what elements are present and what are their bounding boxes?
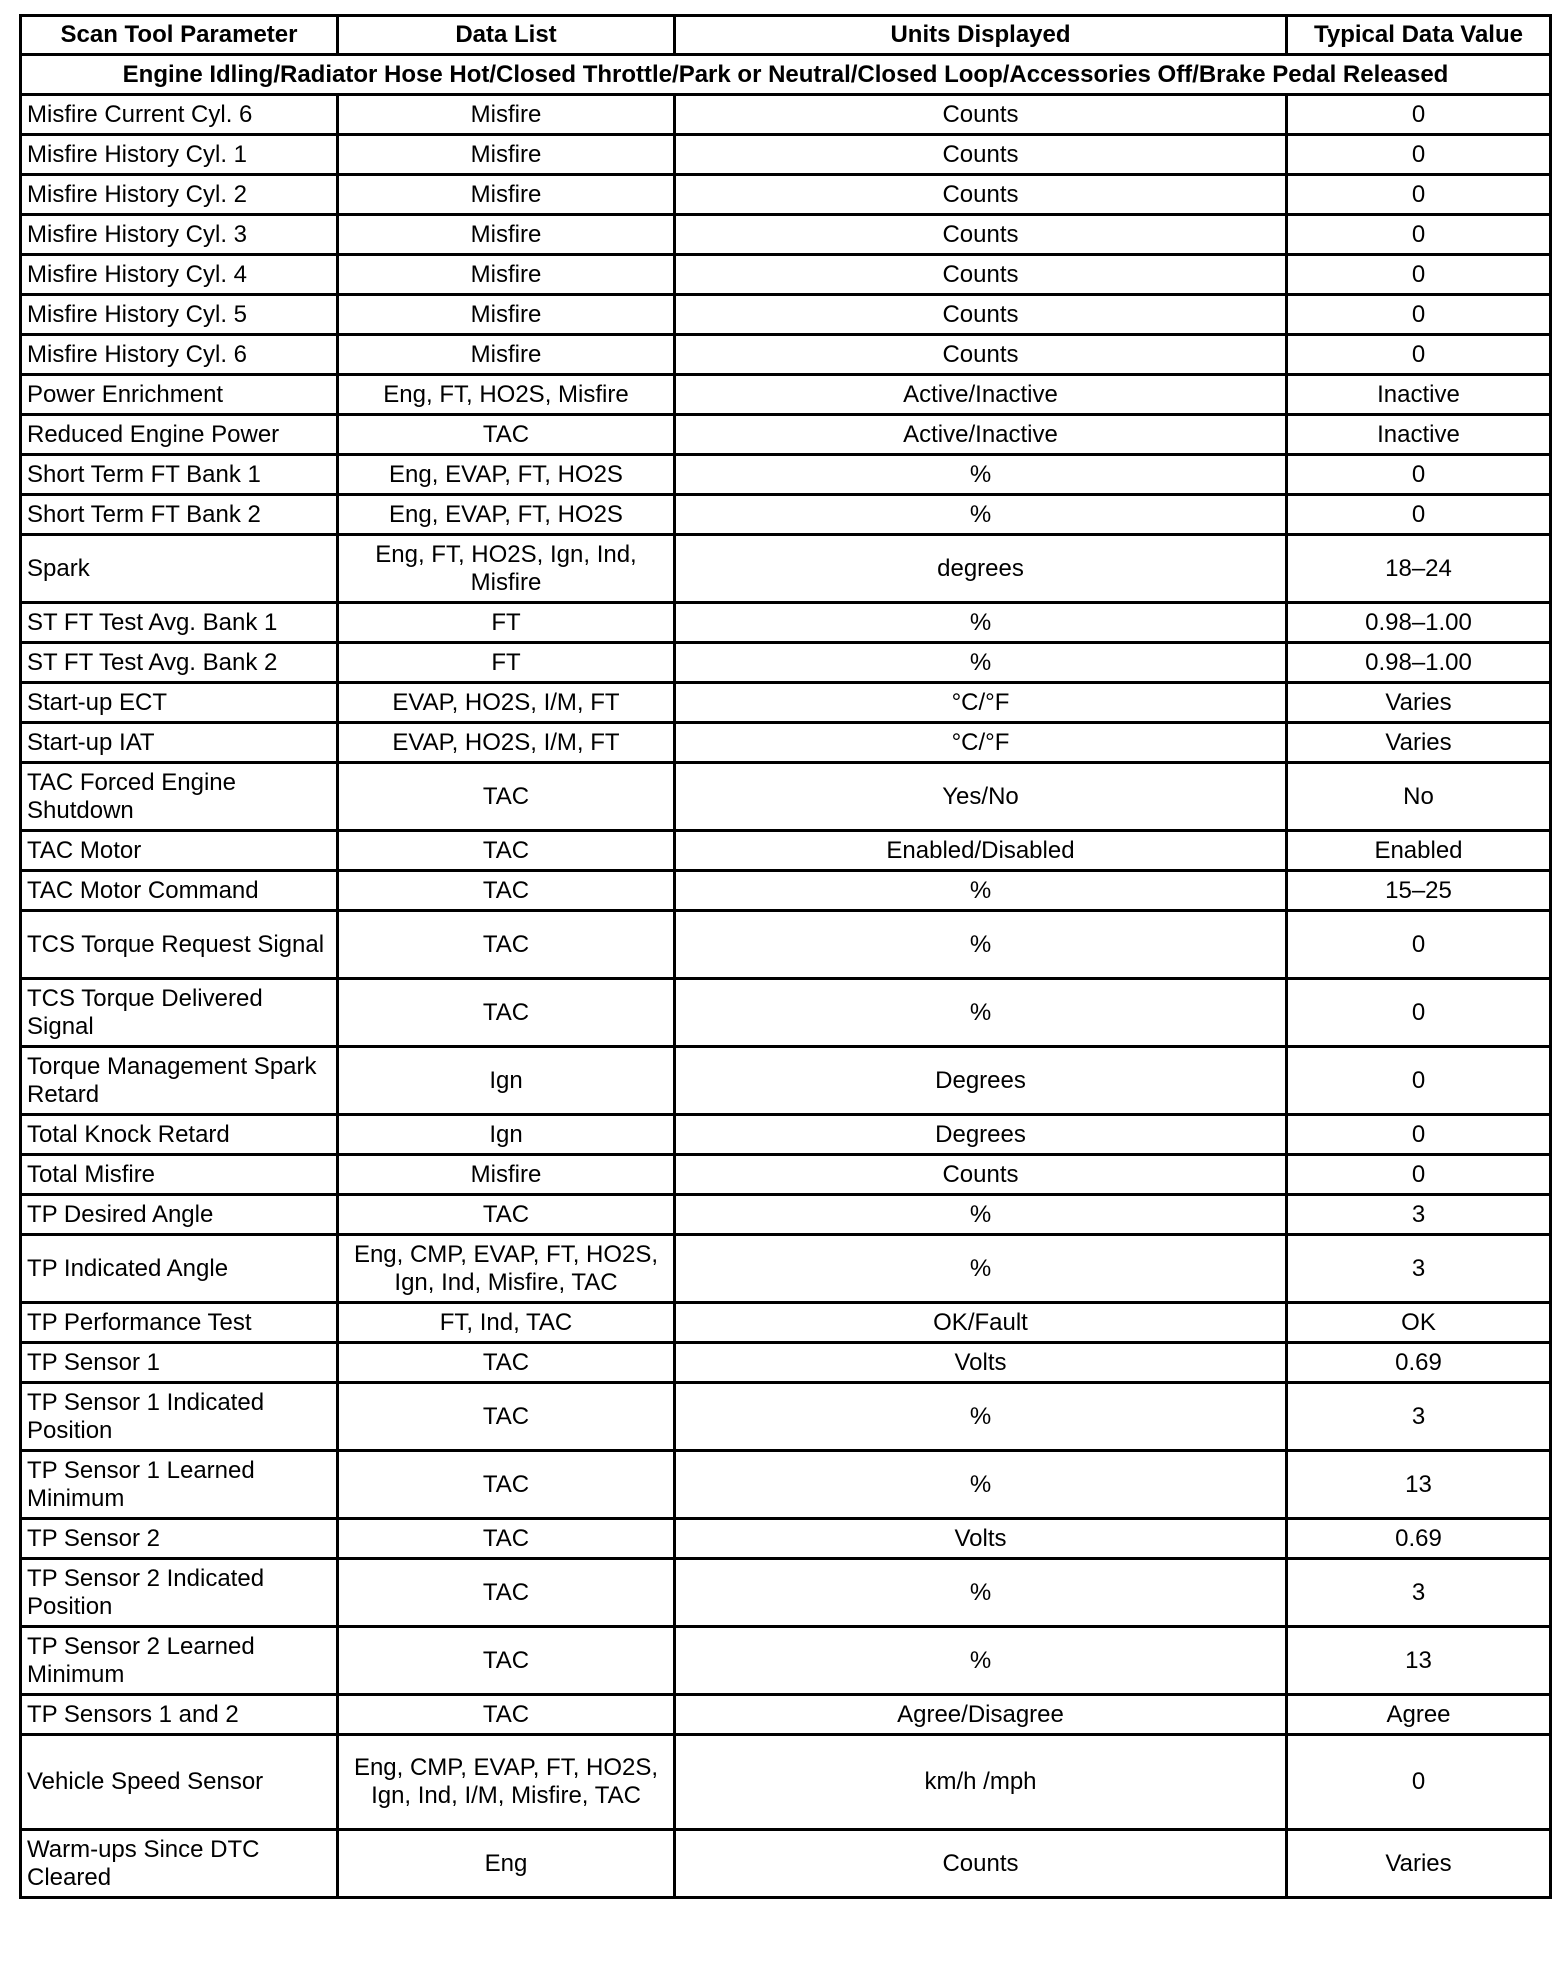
data-list-cell: TAC (338, 831, 675, 871)
data-list-cell: Misfire (338, 95, 675, 135)
table-row (21, 603, 1551, 643)
units-cell: % (675, 495, 1287, 535)
typical-value-cell: No (1287, 763, 1551, 831)
parameter-cell: Misfire History Cyl. 6 (21, 335, 338, 375)
table-row (21, 375, 1551, 415)
typical-value-cell: 3 (1287, 1235, 1551, 1303)
units-cell: OK/Fault (675, 1303, 1287, 1343)
table-row (21, 1195, 1551, 1235)
table-row (21, 535, 1551, 603)
data-list-cell: TAC (338, 1195, 675, 1235)
data-list-cell: TAC (338, 763, 675, 831)
typical-value-cell: Inactive (1287, 415, 1551, 455)
table-row (21, 455, 1551, 495)
table-row (21, 495, 1551, 535)
typical-value-cell: 0 (1287, 979, 1551, 1047)
data-list-cell: Eng, FT, HO2S, Misfire (338, 375, 675, 415)
parameter-cell: Torque Management Spark Retard (21, 1047, 338, 1115)
data-list-cell: Ign (338, 1115, 675, 1155)
data-list-cell: TAC (338, 1383, 675, 1451)
parameter-cell: TP Performance Test (21, 1303, 338, 1343)
typical-value-cell: 0 (1287, 1735, 1551, 1830)
units-cell: Agree/Disagree (675, 1695, 1287, 1735)
data-list-cell: Eng, EVAP, FT, HO2S (338, 455, 675, 495)
units-cell: Active/Inactive (675, 375, 1287, 415)
units-cell: Counts (675, 255, 1287, 295)
table-row (21, 683, 1551, 723)
data-list-cell: TAC (338, 979, 675, 1047)
data-list-cell: TAC (338, 1519, 675, 1559)
data-list-cell: Misfire (338, 255, 675, 295)
data-list-cell: TAC (338, 1627, 675, 1695)
units-cell: % (675, 455, 1287, 495)
typical-value-cell: 0 (1287, 1155, 1551, 1195)
table-row (21, 1451, 1551, 1519)
table-row (21, 335, 1551, 375)
units-cell: Volts (675, 1519, 1287, 1559)
table-row (21, 295, 1551, 335)
parameter-cell: TP Sensor 1 Indicated Position (21, 1383, 338, 1451)
data-list-cell: FT, Ind, TAC (338, 1303, 675, 1343)
data-list-cell: Eng, CMP, EVAP, FT, HO2S, Ign, Ind, Misfire, TAC (338, 1235, 675, 1303)
units-cell: Counts (675, 95, 1287, 135)
table-row (21, 979, 1551, 1047)
units-cell: Counts (675, 335, 1287, 375)
units-cell: % (675, 1235, 1287, 1303)
units-cell: Counts (675, 175, 1287, 215)
typical-value-cell: 0 (1287, 295, 1551, 335)
parameter-cell: Warm-ups Since DTC Cleared (21, 1830, 338, 1898)
parameter-cell: TP Sensor 2 Indicated Position (21, 1559, 338, 1627)
table-row (21, 1830, 1551, 1898)
units-cell: % (675, 1383, 1287, 1451)
typical-value-cell: 0 (1287, 1047, 1551, 1115)
typical-value-cell: Inactive (1287, 375, 1551, 415)
table-row (21, 215, 1551, 255)
units-cell: Volts (675, 1343, 1287, 1383)
table-row (21, 1735, 1551, 1830)
table-row (21, 1559, 1551, 1627)
table-row (21, 911, 1551, 979)
table-row (21, 871, 1551, 911)
table-row (21, 1155, 1551, 1195)
units-cell: % (675, 911, 1287, 979)
table-row (21, 1383, 1551, 1451)
typical-value-cell: Varies (1287, 1830, 1551, 1898)
parameter-cell: TAC Motor Command (21, 871, 338, 911)
units-cell: Degrees (675, 1047, 1287, 1115)
typical-value-cell: 0 (1287, 911, 1551, 979)
typical-value-cell: 0 (1287, 335, 1551, 375)
parameter-cell: Misfire Current Cyl. 6 (21, 95, 338, 135)
data-list-cell: Misfire (338, 1155, 675, 1195)
table-row (21, 763, 1551, 831)
typical-value-cell: 0.98–1.00 (1287, 603, 1551, 643)
typical-value-cell: 0 (1287, 95, 1551, 135)
header-row (21, 16, 1551, 55)
typical-value-cell: 0 (1287, 135, 1551, 175)
parameter-cell: ST FT Test Avg. Bank 2 (21, 643, 338, 683)
typical-value-cell: 13 (1287, 1451, 1551, 1519)
parameter-cell: Reduced Engine Power (21, 415, 338, 455)
table-row (21, 175, 1551, 215)
data-list-cell: Eng, EVAP, FT, HO2S (338, 495, 675, 535)
typical-value-cell: 18–24 (1287, 535, 1551, 603)
units-cell: % (675, 1195, 1287, 1235)
parameter-cell: TP Indicated Angle (21, 1235, 338, 1303)
header-data-list: Data List (338, 16, 675, 55)
units-cell: Yes/No (675, 763, 1287, 831)
data-list-cell: EVAP, HO2S, I/M, FT (338, 683, 675, 723)
typical-value-cell: 0.98–1.00 (1287, 643, 1551, 683)
table-row (21, 1115, 1551, 1155)
table-row (21, 1047, 1551, 1115)
data-list-cell: Eng (338, 1830, 675, 1898)
units-cell: % (675, 1451, 1287, 1519)
parameter-cell: TAC Forced Engine Shutdown (21, 763, 338, 831)
parameter-cell: TP Sensors 1 and 2 (21, 1695, 338, 1735)
typical-value-cell: 0 (1287, 455, 1551, 495)
units-cell: % (675, 871, 1287, 911)
condition-row (21, 55, 1551, 95)
typical-value-cell: 0 (1287, 495, 1551, 535)
data-list-cell: TAC (338, 1343, 675, 1383)
units-cell: °C/°F (675, 723, 1287, 763)
typical-value-cell: Varies (1287, 723, 1551, 763)
data-list-cell: FT (338, 603, 675, 643)
table-row (21, 723, 1551, 763)
units-cell: % (675, 603, 1287, 643)
units-cell: Active/Inactive (675, 415, 1287, 455)
table-row (21, 1343, 1551, 1383)
units-cell: Counts (675, 215, 1287, 255)
typical-value-cell: 3 (1287, 1195, 1551, 1235)
parameter-cell: Misfire History Cyl. 5 (21, 295, 338, 335)
parameter-cell: Start-up ECT (21, 683, 338, 723)
table-row (21, 1695, 1551, 1735)
typical-value-cell: Enabled (1287, 831, 1551, 871)
parameter-cell: Vehicle Speed Sensor (21, 1735, 338, 1830)
units-cell: % (675, 1627, 1287, 1695)
parameter-cell: TCS Torque Delivered Signal (21, 979, 338, 1047)
data-list-cell: FT (338, 643, 675, 683)
header-scan-tool-parameter: Scan Tool Parameter (21, 16, 338, 55)
parameter-cell: Start-up IAT (21, 723, 338, 763)
parameter-cell: Power Enrichment (21, 375, 338, 415)
parameter-cell: TP Desired Angle (21, 1195, 338, 1235)
data-list-cell: Eng, CMP, EVAP, FT, HO2S, Ign, Ind, I/M, Misfire, TAC (338, 1735, 675, 1830)
typical-value-cell: OK (1287, 1303, 1551, 1343)
data-list-cell: TAC (338, 1451, 675, 1519)
table-row (21, 643, 1551, 683)
units-cell: Counts (675, 295, 1287, 335)
data-list-cell: EVAP, HO2S, I/M, FT (338, 723, 675, 763)
typical-value-cell: 13 (1287, 1627, 1551, 1695)
table-row (21, 1627, 1551, 1695)
parameter-cell: TCS Torque Request Signal (21, 911, 338, 979)
parameter-cell: TAC Motor (21, 831, 338, 871)
typical-value-cell: 3 (1287, 1559, 1551, 1627)
data-list-cell: Misfire (338, 175, 675, 215)
typical-value-cell: Agree (1287, 1695, 1551, 1735)
data-list-cell: Eng, FT, HO2S, Ign, Ind, Misfire (338, 535, 675, 603)
units-cell: % (675, 643, 1287, 683)
parameter-cell: TP Sensor 2 (21, 1519, 338, 1559)
data-list-cell: TAC (338, 1695, 675, 1735)
parameter-cell: Misfire History Cyl. 3 (21, 215, 338, 255)
parameter-cell: TP Sensor 1 Learned Minimum (21, 1451, 338, 1519)
typical-value-cell: 0 (1287, 215, 1551, 255)
parameter-cell: Short Term FT Bank 2 (21, 495, 338, 535)
typical-value-cell: 0 (1287, 255, 1551, 295)
table-row (21, 255, 1551, 295)
parameter-cell: Misfire History Cyl. 2 (21, 175, 338, 215)
units-cell: Enabled/Disabled (675, 831, 1287, 871)
table-row (21, 95, 1551, 135)
table-row (21, 831, 1551, 871)
units-cell: Counts (675, 1830, 1287, 1898)
parameter-cell: Total Knock Retard (21, 1115, 338, 1155)
table-row (21, 135, 1551, 175)
table-row (21, 1303, 1551, 1343)
parameter-cell: Total Misfire (21, 1155, 338, 1195)
units-cell: degrees (675, 535, 1287, 603)
typical-value-cell: 0.69 (1287, 1519, 1551, 1559)
data-list-cell: Misfire (338, 335, 675, 375)
units-cell: °C/°F (675, 683, 1287, 723)
parameter-cell: Misfire History Cyl. 4 (21, 255, 338, 295)
data-list-cell: Misfire (338, 295, 675, 335)
header-units-displayed: Units Displayed (675, 16, 1287, 55)
parameter-cell: TP Sensor 1 (21, 1343, 338, 1383)
typical-value-cell: 0 (1287, 175, 1551, 215)
units-cell: Counts (675, 135, 1287, 175)
data-list-cell: Misfire (338, 215, 675, 255)
units-cell: Counts (675, 1155, 1287, 1195)
data-list-cell: Ign (338, 1047, 675, 1115)
data-list-cell: TAC (338, 1559, 675, 1627)
data-list-cell: Misfire (338, 135, 675, 175)
table-row (21, 1519, 1551, 1559)
typical-value-cell: 0.69 (1287, 1343, 1551, 1383)
header-typical-data-value: Typical Data Value (1287, 16, 1551, 55)
units-cell: Degrees (675, 1115, 1287, 1155)
typical-value-cell: Varies (1287, 683, 1551, 723)
table-row (21, 1235, 1551, 1303)
parameter-cell: ST FT Test Avg. Bank 1 (21, 603, 338, 643)
typical-value-cell: 15–25 (1287, 871, 1551, 911)
typical-value-cell: 3 (1287, 1383, 1551, 1451)
table-body (21, 55, 1551, 1898)
typical-value-cell: 0 (1287, 1115, 1551, 1155)
parameter-cell: Short Term FT Bank 1 (21, 455, 338, 495)
scan-tool-data-table (19, 14, 1552, 1899)
data-list-cell: TAC (338, 911, 675, 979)
data-list-cell: TAC (338, 415, 675, 455)
parameter-cell: Misfire History Cyl. 1 (21, 135, 338, 175)
units-cell: km/h /mph (675, 1735, 1287, 1830)
data-list-cell: TAC (338, 871, 675, 911)
parameter-cell: TP Sensor 2 Learned Minimum (21, 1627, 338, 1695)
table-row (21, 415, 1551, 455)
parameter-cell: Spark (21, 535, 338, 603)
units-cell: % (675, 979, 1287, 1047)
operating-condition: Engine Idling/Radiator Hose Hot/Closed Throttle/Park or Neutral/Closed Loop/Accessories Off/Brake Pedal Released (21, 55, 1551, 95)
units-cell: % (675, 1559, 1287, 1627)
